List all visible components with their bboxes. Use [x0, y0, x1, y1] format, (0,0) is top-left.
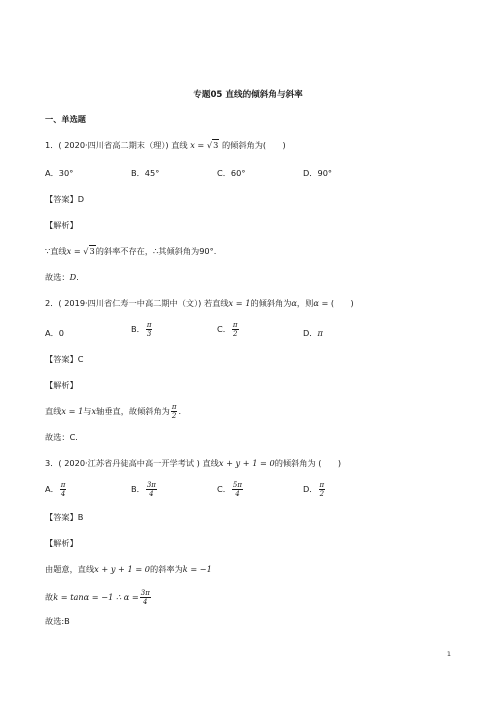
question-3-option-d	[303, 481, 326, 498]
fraction-denominator: 2	[319, 490, 325, 498]
question-2-stem-middle: 的倾斜角为	[250, 298, 292, 308]
fraction-denominator: 4	[149, 490, 154, 498]
question-2-alpha-2: α	[313, 298, 319, 308]
question-1-option-a: A．30°	[45, 168, 74, 178]
question-1-choice-label: 故选：	[45, 272, 70, 282]
fraction-numerator: 5π	[232, 481, 242, 489]
question-3-option-d-label: D．	[303, 484, 318, 494]
question-2-stem-text: 2．( 2019·四川省仁寿一中高二期中（文）) 若直线	[45, 298, 229, 308]
question-3-explanation-1-equation: x + y + 1 = 0	[94, 564, 150, 574]
question-3-explanation-1-slope: k = −1	[182, 564, 212, 574]
section-heading: 一、单选题	[45, 114, 86, 124]
question-1-option-c: C．60°	[217, 168, 246, 178]
question-3-explanation-1-middle: 的斜率为	[150, 564, 183, 574]
question-1-choice-letter: D	[69, 272, 77, 282]
page-title: 专题05 直线的倾斜角与斜率	[193, 90, 303, 100]
question-3-option-c-label: C．	[217, 484, 231, 494]
question-1-explanation-lhs: x	[66, 246, 72, 256]
question-1-equation-lhs: x	[190, 140, 195, 150]
question-1-explanation-sqrt: √3	[83, 246, 95, 256]
question-2-option-a: A．0	[45, 328, 64, 338]
question-2-explanation-with: 与	[83, 406, 92, 416]
question-3-explanation-1	[45, 563, 212, 575]
question-3-option-b	[131, 481, 158, 498]
question-3-option-a	[45, 481, 67, 498]
question-1-option-b: B．45°	[131, 168, 160, 178]
question-3-explanation-2-equation: k = tanα = −1 ∴ α =	[53, 592, 139, 602]
question-2-option-b	[131, 321, 153, 338]
question-2-stem-tail: = ( )	[318, 298, 354, 308]
question-3-choice: 故选:B	[45, 616, 70, 626]
page-number: 1	[446, 650, 451, 658]
question-3-option-a-label: A．	[45, 484, 59, 494]
question-1-equation-sign: =	[194, 140, 207, 150]
question-1-explanation-sign: =	[71, 246, 84, 256]
fraction-numerator: 3π	[146, 481, 156, 489]
question-3-explanation-2-text: 故	[45, 592, 54, 602]
question-3-explanation-1-text: 由题意，直线	[45, 564, 95, 574]
question-3-analysis-label: 【解析】	[45, 538, 78, 548]
question-2-option-d	[303, 327, 323, 339]
question-3-option-b-label: B．	[131, 484, 145, 494]
fraction-denominator: 4	[60, 490, 66, 498]
question-2-alpha: α	[291, 298, 297, 308]
fraction-numerator: π	[60, 481, 66, 489]
fraction-denominator: 2	[232, 330, 238, 338]
question-1-stem-text: 1．( 2020·四川省高二期末（理）) 直线	[45, 140, 188, 150]
question-2-explanation-x: x	[91, 406, 97, 416]
question-3-stem-text: 3．( 2020·江苏省丹徒高中高一开学考试 ) 直线	[45, 458, 219, 468]
question-1-analysis-label: 【解析】	[45, 220, 78, 230]
question-2-choice: 故选：C.	[45, 432, 78, 442]
question-2-explanation-period: .	[178, 406, 182, 416]
fraction-denominator: 2	[171, 412, 177, 420]
question-2-option-c	[217, 321, 240, 338]
question-1-answer: 【答案】D	[45, 194, 85, 204]
question-3-option-d-fraction	[319, 481, 326, 498]
question-2-stem-then: ，则	[296, 298, 314, 308]
question-3-option-c-fraction	[232, 481, 243, 498]
question-3-stem-tail: 的倾斜角为 ( )	[274, 458, 342, 468]
question-2-option-c-label: C．	[217, 324, 231, 334]
question-3-option-a-fraction	[60, 481, 67, 498]
question-3-stem	[45, 457, 341, 469]
question-1-radicand: 3	[213, 140, 219, 150]
question-2-answer: 【答案】C	[45, 354, 84, 364]
fraction-numerator: 3π	[140, 589, 150, 597]
question-2-explanation-middle: 轴垂直，故倾斜角为	[96, 406, 170, 416]
question-1-stem	[45, 139, 286, 151]
question-1-explanation-tail: 的斜率不存在，∴其倾斜角为90°.	[95, 246, 217, 256]
fraction-numerator: π	[171, 403, 177, 411]
question-2-equation: x = 1	[228, 298, 251, 308]
question-1-choice-period: .	[76, 272, 79, 282]
question-1-option-d: D．90°	[303, 168, 333, 178]
question-2-stem	[45, 297, 354, 309]
question-2-option-b-fraction	[146, 321, 153, 338]
fraction-denominator: 3	[146, 330, 152, 338]
question-2-explanation	[45, 403, 181, 420]
question-1-explanation	[45, 245, 216, 257]
question-1-sqrt: √3	[206, 140, 219, 150]
question-1-choice	[45, 271, 79, 283]
question-1-stem-tail: 的倾斜角为( )	[221, 140, 286, 150]
question-3-answer: 【答案】B	[45, 512, 84, 522]
question-2-option-b-label: B．	[131, 324, 145, 334]
question-2-option-d-value: π	[317, 328, 323, 338]
question-3-explanation-2-fraction	[140, 589, 151, 606]
question-2-explanation-equation: x = 1	[61, 406, 84, 416]
question-2-explanation-text: 直线	[45, 406, 62, 416]
fraction-numerator: π	[319, 481, 325, 489]
question-1-explanation-text: ∵直线	[45, 246, 67, 256]
question-3-equation: x + y + 1 = 0	[218, 458, 275, 468]
fraction-numerator: π	[146, 321, 152, 329]
question-3-option-b-fraction	[146, 481, 157, 498]
question-2-option-c-fraction	[232, 321, 239, 338]
fraction-numerator: π	[232, 321, 238, 329]
question-2-explanation-fraction	[171, 403, 178, 420]
question-2-analysis-label: 【解析】	[45, 380, 78, 390]
question-3-explanation-2	[45, 589, 152, 606]
fraction-denominator: 4	[143, 598, 148, 606]
question-1-explanation-radicand: 3	[89, 246, 95, 256]
question-3-option-c	[217, 481, 244, 498]
fraction-denominator: 4	[235, 490, 240, 498]
question-2-option-d-label: D．	[303, 328, 318, 338]
